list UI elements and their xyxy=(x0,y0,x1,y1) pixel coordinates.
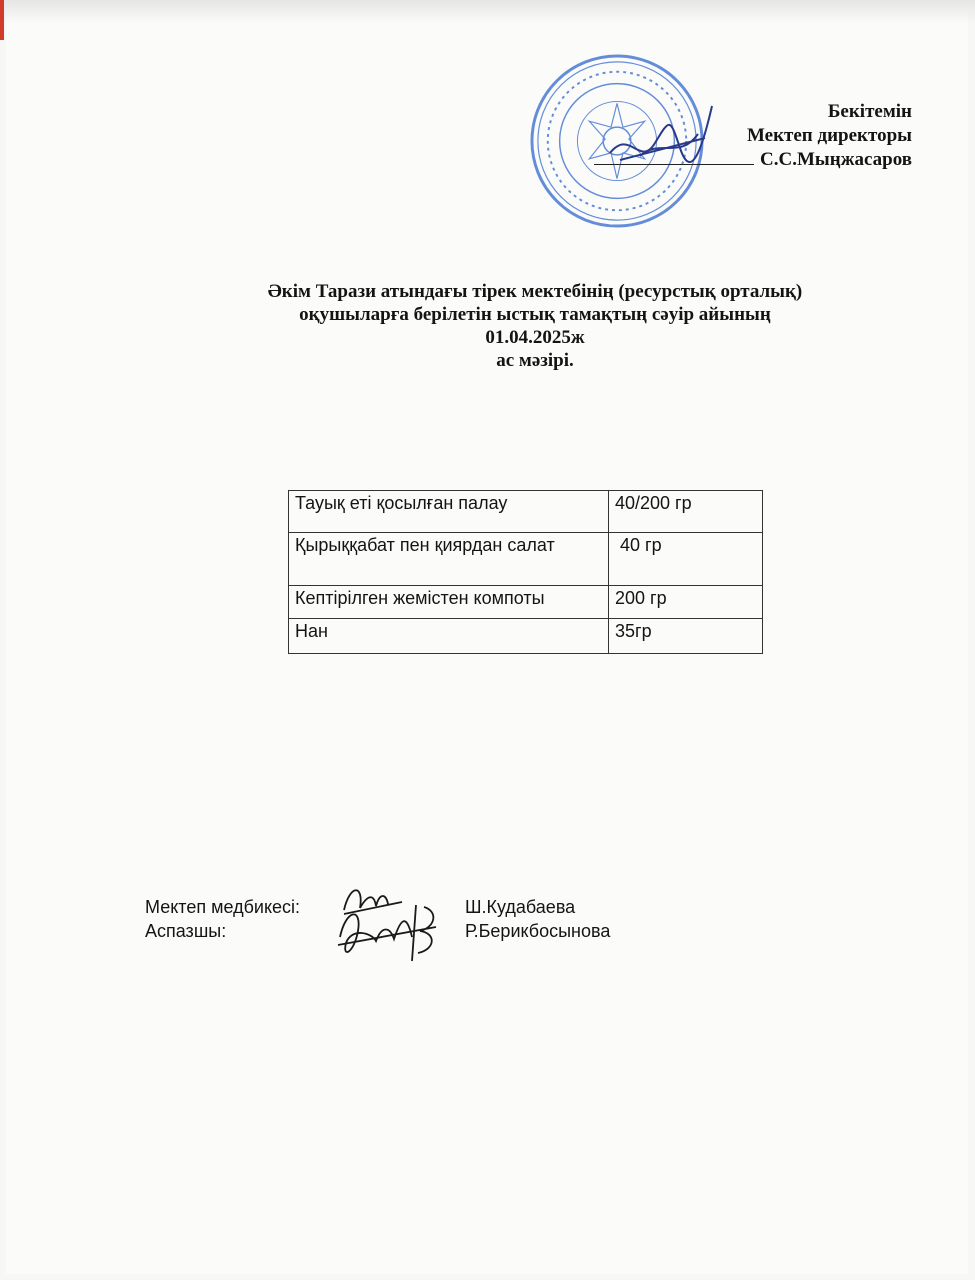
title-line-2: оқушыларға берілетін ыстық тамақтың сәуір айының xyxy=(299,304,771,325)
title-line-4: ас мәзірі. xyxy=(496,350,574,371)
director-name: С.С.Мыңжасаров xyxy=(760,149,912,170)
nurse-role: Мектеп медбикесі: xyxy=(145,897,301,917)
title-date: 01.04.2025ж xyxy=(485,327,585,348)
page-edge-shadow xyxy=(0,0,975,24)
nurse-name: Ш.Кудабаева xyxy=(465,897,576,917)
approval-block xyxy=(594,100,912,172)
approve-word: Бекітемін xyxy=(827,101,912,122)
weight-cell: 40 гр xyxy=(609,533,763,586)
cook-name: Р.Берикбосынова xyxy=(465,921,611,941)
weight-cell: 40/200 гр xyxy=(609,491,763,533)
weight-cell: 200 гр xyxy=(609,586,763,619)
document-title xyxy=(150,280,920,372)
dish-cell: Нан xyxy=(289,619,609,654)
corner-mark xyxy=(0,0,4,40)
dish-cell: Кептірілген жемістен компоты xyxy=(289,586,609,619)
director-position: Мектеп директоры xyxy=(746,125,912,146)
director-line xyxy=(594,148,912,172)
weight-cell: 35гр xyxy=(609,619,763,654)
table-row xyxy=(289,491,763,533)
cook-role: Аспазшы: xyxy=(145,921,227,941)
table-row xyxy=(289,619,763,654)
dish-cell: Тауық еті қосылған палау xyxy=(289,491,609,533)
signature-line xyxy=(594,148,754,165)
dish-cell: Қырыққабат пен қиярдан салат xyxy=(289,533,609,586)
title-line-1: Әкім Тарази атындағы тірек мектебінің (ресурстық орталық) xyxy=(267,281,803,302)
cook-signature xyxy=(332,897,442,967)
table-row xyxy=(289,533,763,586)
menu-table xyxy=(288,490,763,654)
table-row xyxy=(289,586,763,619)
